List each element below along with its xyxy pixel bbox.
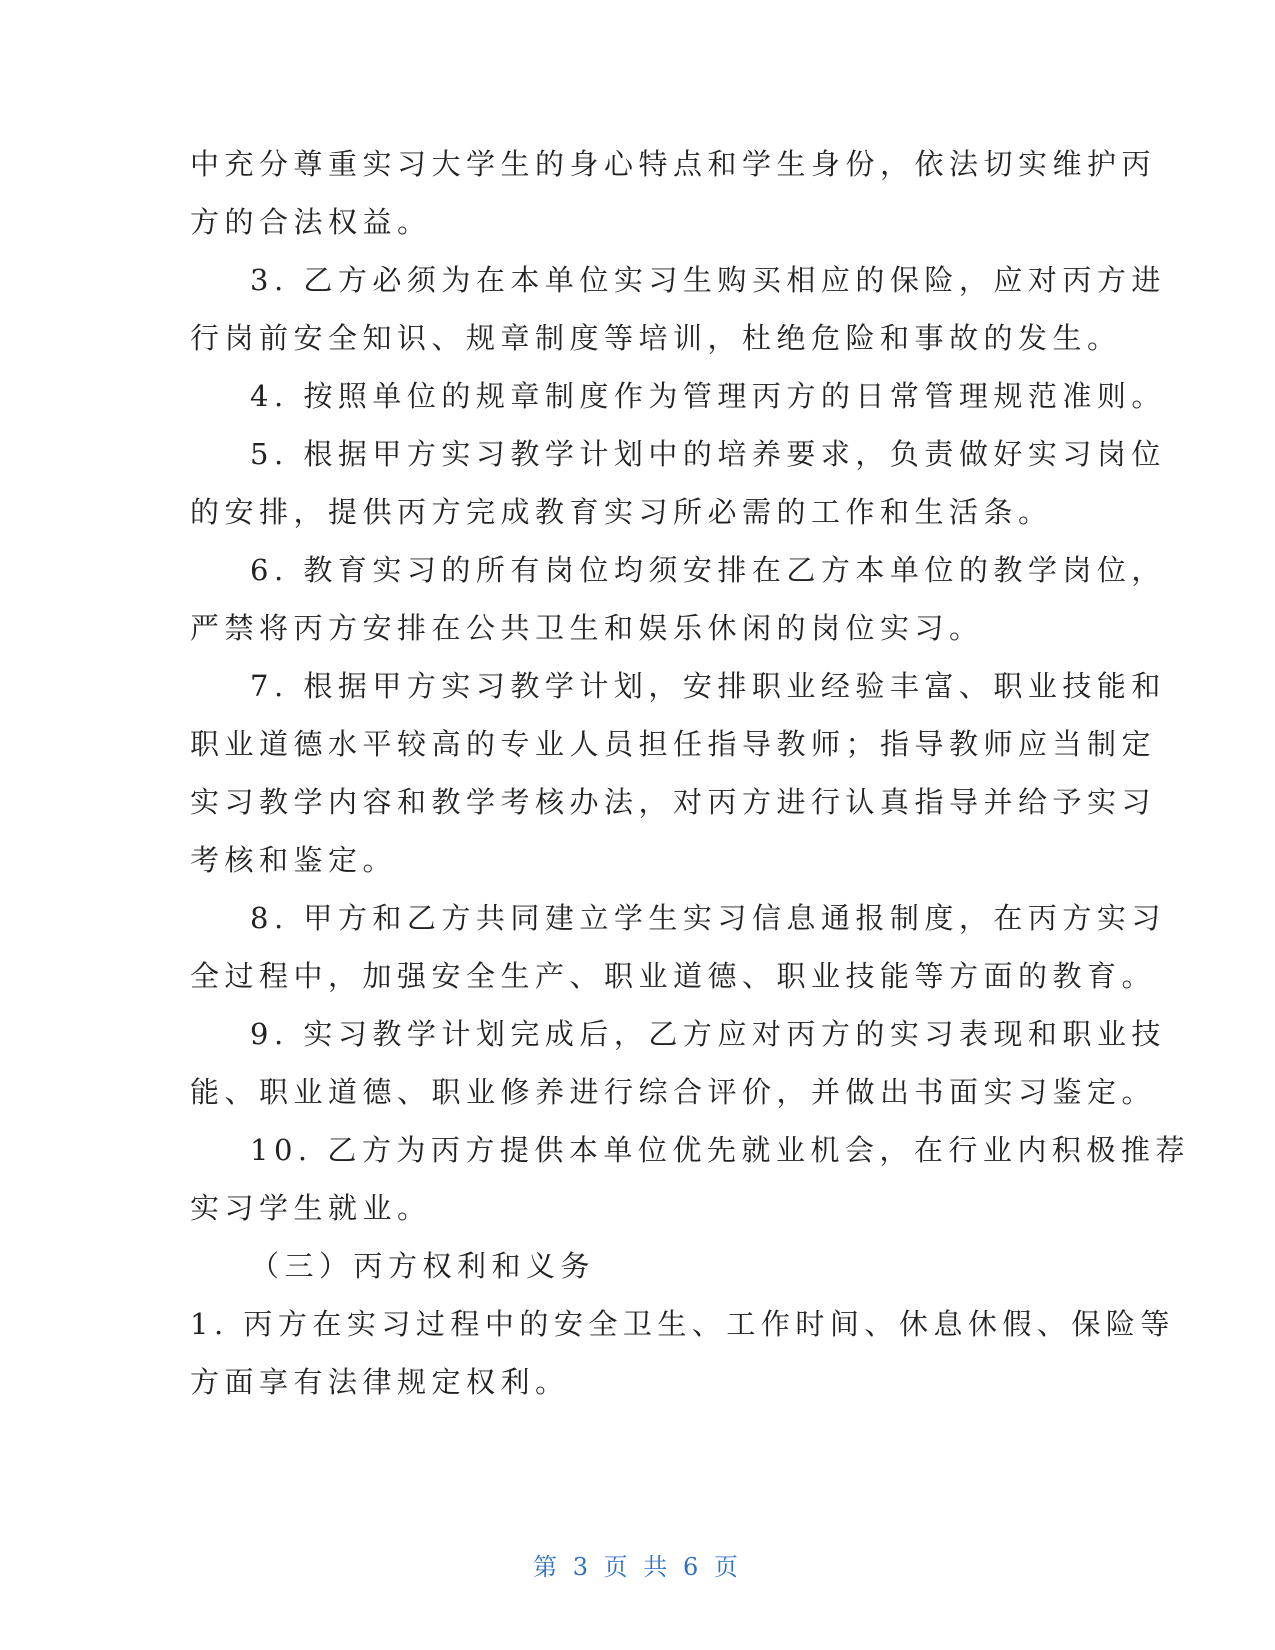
text-line: 6. 教育实习的所有岗位均须安排在乙方本单位的教学岗位，: [250, 553, 1166, 587]
text-line: 实习学生就业。: [190, 1191, 432, 1225]
text-line: 方面享有法律规定权利。: [190, 1365, 570, 1399]
text-line: 5. 根据甲方实习教学计划中的培养要求，负责做好实习岗位: [250, 437, 1166, 471]
text-line: 9. 实习教学计划完成后，乙方应对丙方的实习表现和职业技: [250, 1017, 1166, 1051]
text-line: 考核和鉴定。: [190, 843, 398, 877]
text-line: 7. 根据甲方实习教学计划，安排职业经验丰富、职业技能和: [250, 669, 1166, 703]
text-line: 1. 丙方在实习过程中的安全卫生、工作时间、休息休假、保险等: [190, 1307, 1175, 1341]
text-line: 能、职业道德、职业修养进行综合评价，并做出书面实习鉴定。: [190, 1075, 1157, 1109]
text-line: 全过程中，加强安全生产、职业道德、职业技能等方面的教育。: [190, 959, 1157, 993]
text-line: 中充分尊重实习大学生的身心特点和学生身份，依法切实维护丙: [190, 147, 1157, 181]
text-line: 实习教学内容和教学考核办法，对丙方进行认真指导并给予实习: [190, 785, 1157, 819]
text-line: 行岗前安全知识、规章制度等培训，杜绝危险和事故的发生。: [190, 321, 1122, 355]
text-line: 4. 按照单位的规章制度作为管理丙方的日常管理规范准则。: [250, 379, 1166, 413]
text-line: 3. 乙方必须为在本单位实习生购买相应的保险，应对丙方进: [250, 263, 1166, 297]
text-line: 8. 甲方和乙方共同建立学生实习信息通报制度，在丙方实习: [250, 901, 1166, 935]
text-line: 职业道德水平较高的专业人员担任指导教师；指导教师应当制定: [190, 727, 1157, 761]
section-heading: （三）丙方权利和义务: [250, 1249, 596, 1283]
text-line: 严禁将丙方安排在公共卫生和娱乐休闲的岗位实习。: [190, 611, 984, 645]
text-line: 的安排，提供丙方完成教育实习所必需的工作和生活条。: [190, 495, 1053, 529]
text-line: 10. 乙方为丙方提供本单位优先就业机会，在行业内积极推荐: [250, 1133, 1190, 1167]
page-number-footer: 第 3 页 共 6 页: [533, 1553, 742, 1581]
text-line: 方的合法权益。: [190, 205, 432, 239]
